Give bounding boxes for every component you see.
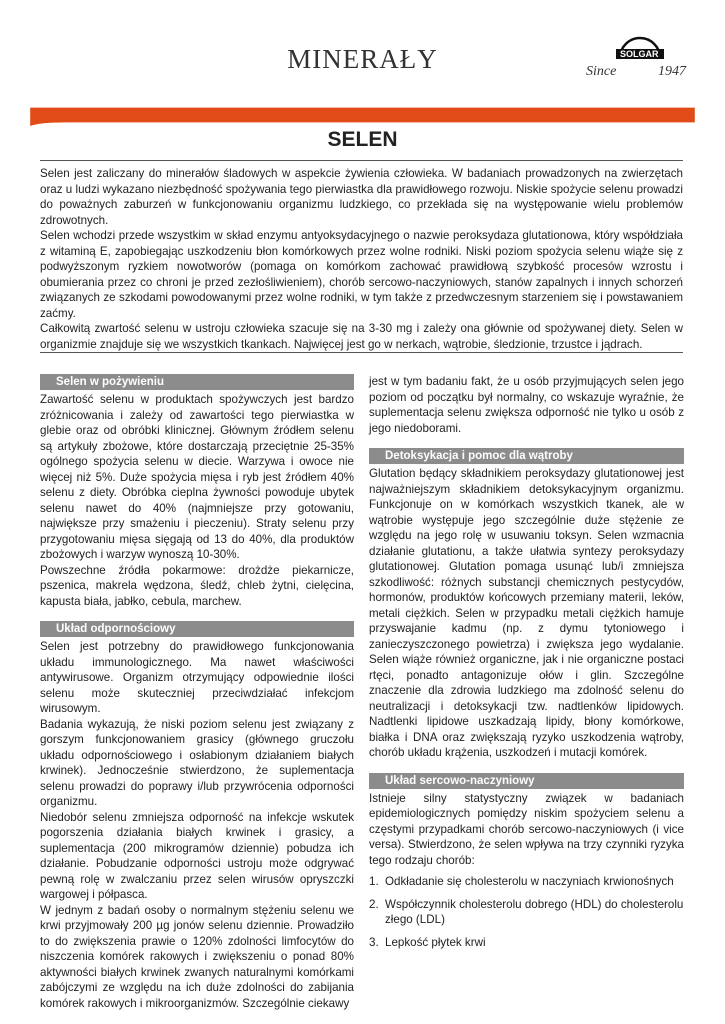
- intro-paragraph: Selen wchodzi przede wszystkim w skład enzymu antyoksydacyjnego o nazwie peroksydaza glutationowa, który współdziała z witaminą E, zapobiegając uszkodzeniu błon komórkowych przez wolne rodniki. Niski poziom spożycia selenu wiąże się z podwyższonym ryzkiem nowotworów (pomaga on komórkom zachować prawidłową szybkość procesów wzrostu i obumierania przez co chroni je przed zezłośliwieniem), chorób sercowo-naczyniowych, stanów zapalnych i innych schorzeń związanych ze szkodami powodowanymi przez wolne rodniki, w tym także z przedwczesnym starzeniem się i powstawaniem zaćmy.: [40, 229, 683, 320]
- right-column: [369, 374, 684, 957]
- section-heading-cardio: Układ sercowo-naczyniowy: [369, 773, 684, 789]
- header-band: [0, 104, 725, 126]
- intro-text: [40, 166, 683, 352]
- food-paragraph: Powszechne źródła pokarmowe: drożdże piekarnicze, pszenica, makrela wędzona, śledź, chleb żytni, cielęcina, kapusta biała, jabłko, cebula, marchew.: [40, 563, 354, 608]
- intro-paragraph: Całkowitą zwartość selenu w ustroju człowieka szacuje się na 3-30 mg i zależy ona głównie od spożywanej diety. Selen w organizmie znajduje się we wszystkich tkankach. Najwięcej jest go w nerkach, wątrobie, śledzionie, trzustce i jądrach.: [40, 322, 683, 351]
- list-text: Współczynnik cholesterolu dobrego (HDL) do cholesterolu złego (LDL): [385, 897, 684, 926]
- intro-paragraph: Selen jest zaliczany do minerałów śladowych w aspekcie żywienia człowieka. W badaniach prowadzonych na zwierzętach oraz u ludzi wykazano niezbędność spożywania tego pierwiastka dla prawidłowego rozwoju. Niskie spożycie selenu prowadzi do poważnych zaburzeń w funkcjonowaniu organizmu ludzkiego, co przekłada się na występowanie wielu problemów zdrowotnych.: [40, 167, 683, 227]
- cardio-paragraph: Istnieje silny statystyczny związek w badaniach epidemiologicznych pomiędzy niskim spożyciem selenu a częstymi przypadkami chorób sercowo-naczyniowych (i vice versa). Stwierdzono, że selen wpływa na trzy czynniki ryzyka tego rodzaju chorób:: [369, 791, 684, 867]
- list-item: [369, 874, 684, 890]
- page-header-title: MINERAŁY: [287, 44, 438, 74]
- food-paragraph: Zawartość selenu w produktach spożywczych jest bardzo zróżnicowania i zależy od zawartości tego pierwiastka w glebie oraz od obróbki klinicznej. Głównym źródłem selenu są artykuły zbożowe, które dostarczają przeciętnie 25-35% ogólnego spożycia selenu w diecie. Warzywa i owoce nie więcej niż 5%. Duże spożycia mięsa i ryb jest źródłem 40% selenu z diety. Obróbka cieplna żywności powoduje ubytek selenu nawet do 40% (najmniejsze przy gotowaniu, największe przy smażeniu i pieczeniu). Straty selenu przy przygotowaniu mięsa sięgają od 13 do 40%, dla produktów zbożowych i warzyw wynoszą 10-30%.: [40, 393, 354, 561]
- logo-year: 1947: [658, 64, 686, 79]
- logo-since: Since: [586, 64, 617, 79]
- section-heading-immune: Układ odpornościowy: [40, 621, 354, 637]
- immune-paragraph: Badania wykazują, że niski poziom selenu jest związany z gorszym funkcjonowaniem grasicy (głównego gruczołu układu odpornościowego i osłabionym działaniem białych krwinek). Jednocześnie stwierdzono, że suplementacja selenu prowadzi do poprawy i/lub przywrócenia odporności organizmu.: [40, 717, 354, 808]
- solgar-logo: [586, 36, 696, 84]
- right-intro-paragraph: jest w tym badaniu fakt, że u osób przyjmujących selen jego poziom od początku był normalny, co wskazuje wyraźnie, że suplementacja selenu zwiększa odporność nie tylko u osób z jego niedoborami.: [369, 375, 684, 435]
- list-text: Lepkość płytek krwi: [385, 935, 486, 949]
- left-column: [40, 374, 354, 1011]
- section-title: SELEN: [327, 128, 398, 151]
- list-number: 1.: [369, 875, 379, 888]
- immune-paragraph: W jednym z badań osoby o normalnym stężeniu selenu we krwi przyjmowały 200 µg jonów selenu dziennie. Prowadziło to do zwiększenia prawie o 120% zdolności limfocytów do niszczenia komórek rakowych i zwiększeniu o ponad 80% aktywności białych krwinek zwanych naturalnymi komórkami zabójczymi ze względu na ich duże zdolności do zabijania komórek rakowych i mikroorganizmów. Szczególnie ciekawy: [40, 903, 354, 1010]
- logo-brand: SOLGAR: [620, 49, 659, 59]
- list-text: Odkładanie się cholesterolu w naczyniach krwionośnych: [385, 875, 674, 888]
- section-heading-detox: Detoksykacja i pomoc dla wątroby: [369, 448, 684, 464]
- list-item: [369, 935, 684, 951]
- list-number: 3.: [369, 935, 379, 949]
- list-item: [369, 897, 684, 928]
- cardio-list: [369, 874, 684, 950]
- top-rule: [40, 160, 683, 161]
- detox-paragraph: Glutation będący składnikiem peroksydazy glutationowej jest najważniejszym składnikiem detoksykacyjnym organizmu. Funkcjonuje on w komórkach wszystkich tkanek, ale w wątrobie występuje jego szczególnie duże stężenie ze względu na jego rolę w usuwaniu toksyn. Selen wzmacnia działanie glutationu, a także ułatwia syntezy peroksydazy glutationowej. Glutation pomaga usunąć lub/i zmniejsza szkodliwość: różnych substancji chemicznych pestycydów, hormonów, produktów końcowych przemiany materii, leków, metali ciężkich. Selen w przypadku metali ciężkich hamuje przyswajanie kadmu (np. z dymu tytoniowego i zanieczyszczonego powietrza) i zwiększa jego wydalanie. Selen wiąże również organiczne, jak i nie organiczne postaci rtęci, ponadto antagonizuje ołów i glin. Szczególne znaczenie dla zdrowia ludzkiego ma zdolność selenu do neutralizacji i detoksykacji tzw. nadtlenków lipidowych. Nadtlenki lipidowe uszkadzają lipidy, błony komórkowe, białka i DNA oraz zwiększają ryzyko uszkodzenia wątroby, chorób układu krążenia, uszkodzeń i mutacji komórek.: [369, 467, 684, 759]
- section-heading-food: Selen w pożywieniu: [40, 374, 354, 390]
- list-number: 2.: [369, 897, 379, 911]
- immune-paragraph: Niedobór selenu zmniejsza odporność na infekcje wskutek pogorszenia działania białych krwinek i grasicy, a suplementacja (200 mikrogramów dziennie) pobudza ich działanie. Pobudzanie odporności ustroju może odgrywać pewną rolę w zwalczaniu przez selen wirusów opryszczki wargowej i półpasca.: [40, 810, 354, 901]
- immune-paragraph: Selen jest potrzebny do prawidłowego funkcjonowania układu immunologicznego. Ma nawet właściwości antywirusowe. Organizm otrzymujący odpowiednie ilości selenu może skuteczniej przeciwdziałać infekcjom wirusowym.: [40, 640, 354, 715]
- intro-rule: [40, 352, 683, 353]
